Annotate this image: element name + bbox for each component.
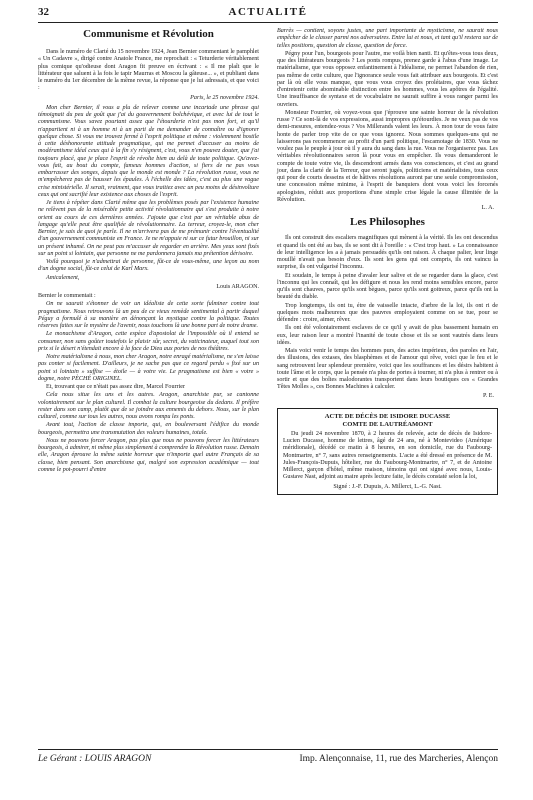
article-title: Communisme et Révolution (83, 28, 214, 40)
response-paragraph: On ne saurait s'étonner de voir un idéaliste de cette sorte fulminer contre tout pragmatisme. Nous retrouvons là un peu de ce vieux remède sentimental à partir duquel Péguy a formulé à sa manière en dénonçant la mystique contre la politique. Toutes réserves faites sur le mystère de l'avenir, nous touchons là une bonne part de notre drame. (38, 301, 259, 329)
footer-manager: Le Gérant : LOUIS ARAGON (38, 754, 152, 764)
response-paragraph: Notre matérialisme à nous, mon cher Aragon, notre enragé matérialisme, ne s'en laisse pas conter si facilement. D'ailleurs, je ne sache pas que ce regard perdu « fixé sur un point si lointain » suffise — étoile — à votre vie. Le pragmatisme est bien « votre » dogme, notre PÈCHÉ ORIGINEL. (38, 354, 259, 382)
philosophes-title: Les Philosophes (350, 216, 425, 229)
philosophes-paragraph: Et soudain, le temps à peine d'avaler leur salive et de se regarder dans la glace, c'est l'inconnu qui les connaît, qui les défigure et nous les rend moins sensibles encore, parce qu'ils sont chauves, parce qu'ils sont bègues, parce qu'ils sont goitreux, parce qu'ils ont la beauté du diable. (277, 272, 498, 301)
signature-pe: P. E. (482, 392, 494, 399)
philosophes-paragraph: Ils ont construit des escaliers magnifiques qui mènent à la vérité. Ils les ont descendus et quand ils ont été au bas, ils se sont dit à l'oreille : « C'est trop haut. » La connaissance de leur intelligence les a à jamais persuadés qu'ils ont raison. À chaque palier, leur linge mouillé n'avait pas besoin d'eux. Ils sont les gens qui ont compris, ils ont vaincu la surprise, ils ont vulgarisé l'inconnu. (277, 235, 498, 271)
letter-paragraph: Je tiens à répéter dans Clarté même que les problèmes posés par l'existence humaine ne relèvent pas de la misérable petite activité révolutionnaire qui s'est produite à notre orient au cours de ces dernières années. J'ajoute que c'est par un véritable abus de langage qu'elle peut être qualifiée de révolutionnaire. La terreur, croyez-le, mon cher Bernier, je sais de quoi je parle. Il ne m'arrivera pas de me prémunir contre l'éventualité d'un gouvernement communiste en France. Je ne m'appuie ni sur ce futur brouillon, ni sur un présent inhumé. On ne peut pas m'accuser de regarder en arrière. Mes yeux sont fixés sur un point si lointain, que personne ne me pardonnera jamais ma prétention dérisoire. (38, 200, 259, 257)
letter-closing: Amicalement, (46, 274, 80, 281)
page-number: 32 (38, 6, 49, 18)
letter-paragraph: Mon cher Bernier, il vous a plu de relever comme une incartade une phrase qui témoignait du peu de goût que j'ai du gouvernement bolchévique, et avec lui de tout le communisme. Vous savez pourtant assez que l'étourderie n'est pas mon fort, et qu'il n'appartient ni à un homme ni à un parti de me demander de connaître ou d'ignorer quelque chose. Si vous me trouvez fermé à l'esprit politique et même : violemment hostile à cette déshonorante attitude pragmatique, qui me permet d'accuser au moins de modérantisme idéal ceux qui à la fin s'y résignent, c'est, vous n'en pouvez douter, que j'ai toujours placé, que je place l'esprit de révolte bien au delà de toute politique. Qu'avez-vous fait, au bout du compte, fameux hommes d'action, si fiers de ne pas vous embarrasser des songes, depuis que le monde est monde ? La révolution russe, vous ne m'empêcherez pas de hausser les épaules. À l'échelle des idées, c'est au plus une vague crise ministérielle. Il serait, vraiment, que vous traitiez avec un peu moins de désinvolture ceux qui ont sacrifié leur existence aux choses de l'esprit. (38, 104, 259, 198)
page-header (38, 6, 498, 22)
death-certificate-box (277, 408, 498, 495)
response-paragraph: Le monachisme d'Aragon, cette espèce d'apostolat de l'impossible où il entend se consumer, non sans goûter toutefois le plaisir sûr, secret, du vaticinateur, auquel tout son prix si le désert n'étendait encore à la face de Dieu aux portes de nos théâtres. (38, 331, 259, 352)
running-title: ACTUALITÉ (228, 6, 308, 18)
left-column (38, 28, 259, 475)
letter-signature: Louis ARAGON. (216, 283, 259, 290)
fourrier-paragraph: Nous ne pouvons forcer Aragon, pas plus que nous ne pouvons forcer les littérateurs bourgeois, à admirer, ni même plus simplement à comprendre la Révolution russe. Demain elle, Aragon éprouve la même sainte horreur que n'importe quel autre Français de sa classe, bien pensant. Son anarchisme qui, malgré son expression académique — tout comme le pot-pourri d'entre (38, 437, 259, 473)
response-intro: Bernier le commentait : (38, 293, 96, 299)
fourrier-paragraph: Cela nous situe les uns et les autres. Aragon, anarchiste pur, se cantonne volontairement sur le plan culturel. Il combat la culture bourgeoise du dedans. Il préfère rester dans son camp, plutôt que de se joindre aux ennemis du dehors. Nous, sur le plan culturel, comme sur tous les autres, nous avons rompu les ponts. (38, 392, 259, 420)
reply-paragraph: Pégny pour l'un, bourgeois pour l'autre, me voilà bien nanti. Et qu'êtes-vous tous deux, que des littérateurs bourgeois ? Les ponts rompus, prenez garde à l'abus d'une image. Le matérialisme, que vous opposez enfantinement à l'idéalisme, ne permet l'abandon de rien, pas même de cette culture, que l'ignorance seule vous fait attribuer aux bourgeois. Et c'est par là où elle vous manque, que vous vous croyez des prolétaires, que vous tâchez d'entretenir cette abominable distinction entre les hommes, vous les apôtres de l'égalité. Une insuffisance de syntaxe et de vocabulaire ne saurait suffire à vous ranger parmi les ouvriers. (277, 50, 498, 108)
reply-paragraph: Monsieur Fourrier, où voyez-vous que j'éprouve une sainte horreur de la révolution russe ? Ce sont-là de vos expressions, aussi impropres qu'étourdies. Je ne veux pas de vos demi-mesures, entendez-vous ? Vos Millerands valent les leurs. À mon tour de vous faire honte de parler trop vite de ce que vous ignorez. Nous sommes quelques-uns qui ne laisserons pas recommencer au profit d'un parti politique, l'escamotage de 1830. Vous ne voulez pas le peuple à jour où il y aura du sang dans la rue. Vous ne l'organiserez pas. Les véritables révolutionnaires seron là pour vous en empêcher. Ils vous demanderont le compte de toute votre vie, ils descendront armés dans vos consciences, et c'est au grand jour, dans la clarté de la Terreur, que seront jugés, politiciens et matérialistes, tous ceux qui pour de courts desseins et de hâtives résolutions auront par une seule compromission, une concession même minime, à l'esprit de banquiers dont vous voici les forcenés apologistes, réduit aux proportions d'une simple crise légale la cause illimitée de la Révolution. (277, 109, 498, 203)
intro-paragraph: Dans le numéro de Clarté du 15 novembre 1924, Jean Bernier commentant le pamphlet « Un Cadavre », dirigé contre Anatole France, me reprochait : « Teturderie véritablement plus comique qu'odieuse dont Aragon fit preuve en écrivant : « Il me plaît que le littérateur que saluent à la fois le tapir Maurras et Moscou la gâteuse... », et publiant dans le numéro du 1er décembre de la même revue, la réponse que je lui adressais, et que voici : (38, 49, 259, 92)
right-column (277, 28, 498, 495)
philosophes-paragraph: Ils ont été volontairement esclaves de ce qu'il y avait de plus bassement humain en eux, leur raison leur a montré l'inanité de toute chose et ils se sont vautrés dans leurs idées. (277, 325, 498, 346)
philosophes-paragraph: Mais voici venir le temps des hommes purs, des actes impérieux, des paroles en l'air, des illusions, des extases, des blasphèmes et de l'amour qui rêve, voici que le feu et le sang retrouvent leur splendeur première, voici que les souffrances et les désirs habitent à toute l'âme et le corps, que la pensée n'a plus de portes à tourner, ni n'a plus à rentrer ou à sortir et que des boîtes malodorantes transportent dans leurs boutiques ces « Grandes Têtes Molles », ces Bonnes Machines à calculer. (277, 348, 498, 391)
letter-paragraph: Voilà pourquoi je n'admettrai de personne, fût-ce de vous-même, une leçon au nom d'un dogme social, fût-ce celui de Karl Marx. (38, 259, 259, 273)
signature-la: L. A. (481, 205, 494, 211)
fourrier-intro: Et, trouvant que ce n'était pas assez dire, Marcel Fourrier (46, 384, 185, 390)
certificate-title: ACTE DE DÉCÈS DE ISIDORE DUCASSE (324, 412, 451, 420)
certificate-signature: Signé : J.-F. Dupuis, A. Millerct, L.-G. Nast. (333, 483, 442, 490)
certificate-subtitle: COMTE DE LAUTRÉAMONT (342, 420, 433, 428)
continued-quote: Barrès — contient, soyons justes, une part importante de mysticisme, ne saurait nous empêcher de le classer parmi nos adversaires. Entre lui et nous, et tant qu'il restera sur de telles positions, question de classe, question de force. (277, 28, 498, 49)
header-rule (38, 22, 498, 23)
fourrier-paragraph: Avant tout, l'action de classe importe, qui, en bouleversant l'édifice du monde bourgeois, permettra une transmutation des valeurs humaines, totale. (38, 422, 259, 436)
philosophes-paragraph: Trop longtemps, ils ont tu, étre de vaisselle intacte, d'arbre de la loi, ils ont ri de quelques mots malheureux que des pauvres employaient comme on se tue, pour se défendre : croire, aimer, rêver. (277, 302, 498, 323)
footer-rule (38, 749, 498, 750)
footer-printer: Imp. Alençonnaise, 11, rue des Marcheries, Alençon (299, 754, 498, 764)
letter-date: Paris, le 25 novembre 1924. (190, 94, 259, 101)
certificate-text: Du jeudi 24 novembre 1870, à 2 heures de relevée, acte de décès de Isidore-Lucien Ducasse, homme de lettres, âgé de 24 ans, né à Montevideo (Amérique méridionale), décédé ce matin à 8 heures, en son domicile, rue du Faubourg-Montmartre, n° 7, sans autres renseignements. L'acte a été dressé en présence de M. Jules-François-Dupuis, hôtelier, rue du Faubourg-Montmartre, n° 7, et de Antoine Millerct, garçon d'hôtel, même maison, témoins qui ont signé avec nous, Louis-Gustave Nast, adjoint au maire après lecture faite, le décès constaté selon la loi, (283, 430, 492, 481)
